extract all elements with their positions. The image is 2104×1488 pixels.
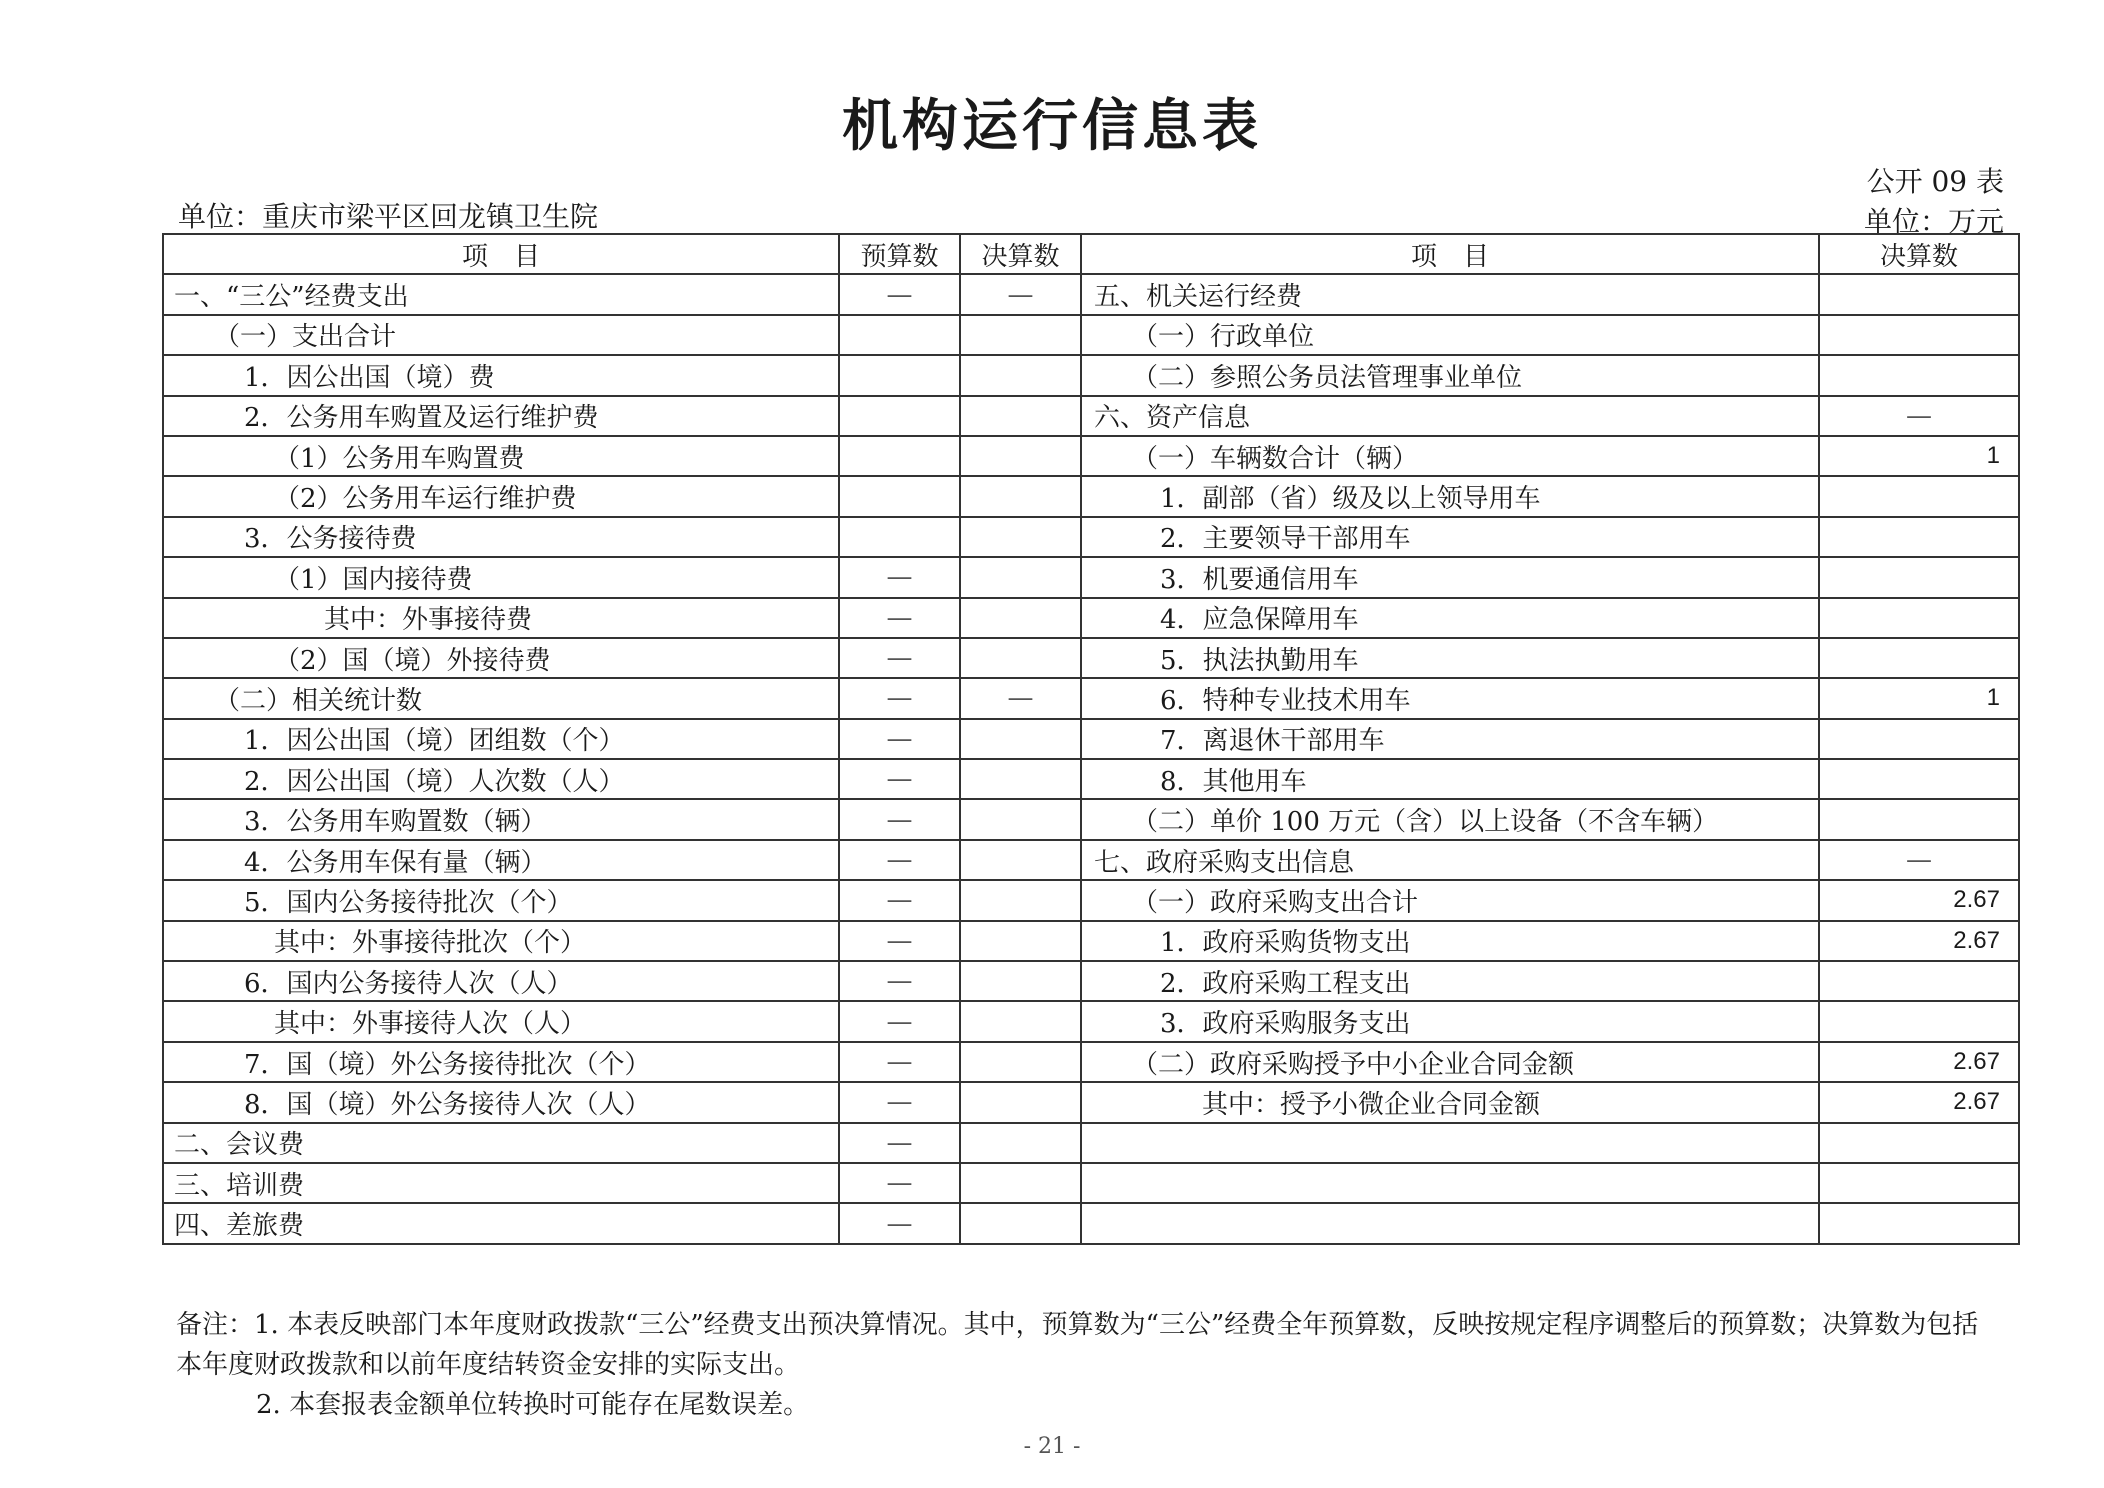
item-right: 8．其他用车 xyxy=(1081,759,1819,799)
header-final: 决算数 xyxy=(960,234,1081,274)
note-2: 2. 本套报表金额单位转换时可能存在尾数误差。 xyxy=(256,1390,810,1420)
item-right: 1．副部（省）级及以上领导用车 xyxy=(1081,476,1819,516)
final-value: — xyxy=(960,274,1081,314)
header-final-right: 决算数 xyxy=(1819,234,2019,274)
final-right-value: 1 xyxy=(1819,436,2019,476)
item-right: 七、政府采购支出信息 xyxy=(1081,840,1819,880)
final-value xyxy=(960,880,1081,920)
budget-value: — xyxy=(839,759,960,799)
budget-value: — xyxy=(839,840,960,880)
item-right: 3．机要通信用车 xyxy=(1081,557,1819,597)
table-row xyxy=(163,436,2019,476)
item-right: 4．应急保障用车 xyxy=(1081,598,1819,638)
item-right: 6．特种专业技术用车 xyxy=(1081,678,1819,718)
budget-value: — xyxy=(839,274,960,314)
final-right-value xyxy=(1819,961,2019,1001)
item-right: （二）单价 100 万元（含）以上设备（不含车辆） xyxy=(1081,799,1819,839)
item-left: 4．公务用车保有量（辆） xyxy=(163,840,839,880)
final-right-value xyxy=(1819,274,2019,314)
table-row xyxy=(163,274,2019,314)
final-value xyxy=(960,719,1081,759)
final-right-value xyxy=(1819,1001,2019,1041)
final-value xyxy=(960,759,1081,799)
item-right: 2．主要领导干部用车 xyxy=(1081,517,1819,557)
final-right-value xyxy=(1819,476,2019,516)
final-value xyxy=(960,1163,1081,1203)
table-row xyxy=(163,1001,2019,1041)
table-row xyxy=(163,1042,2019,1082)
item-left: 3．公务接待费 xyxy=(163,517,839,557)
item-right: （二）参照公务员法管理事业单位 xyxy=(1081,355,1819,395)
item-left: 8．国（境）外公务接待人次（人） xyxy=(163,1082,839,1122)
item-left: 7．国（境）外公务接待批次（个） xyxy=(163,1042,839,1082)
item-left: 5．国内公务接待批次（个） xyxy=(163,880,839,920)
item-right: 1．政府采购货物支出 xyxy=(1081,921,1819,961)
item-left: 其中：外事接待人次（人） xyxy=(163,1001,839,1041)
unit-currency: 单位：万元 xyxy=(1863,205,2004,238)
header-item: 项 目 xyxy=(163,234,839,274)
item-left: 1．因公出国（境）团组数（个） xyxy=(163,719,839,759)
table-row xyxy=(163,355,2019,395)
final-value xyxy=(960,598,1081,638)
note-1: 备注：1. 本表反映部门本年度财政拨款“三公”经费支出预决算情况。其中，预算数为“三公”经费全年预算数，反映按规定程序调整后的预算数；决算数为包括本年度财政拨款和以前年度结转资金安排的实际支出。 xyxy=(176,1310,1979,1380)
item-right: 7．离退休干部用车 xyxy=(1081,719,1819,759)
table-row xyxy=(163,1082,2019,1122)
table-row xyxy=(163,1203,2019,1243)
budget-value: — xyxy=(839,799,960,839)
final-right-value xyxy=(1819,557,2019,597)
budget-value xyxy=(839,517,960,557)
table-row xyxy=(163,638,2019,678)
final-value xyxy=(960,557,1081,597)
table-row xyxy=(163,921,2019,961)
final-right-value xyxy=(1819,355,2019,395)
final-right-value xyxy=(1819,1203,2019,1243)
item-left: 其中：外事接待批次（个） xyxy=(163,921,839,961)
table-row xyxy=(163,557,2019,597)
table-row xyxy=(163,880,2019,920)
table-row xyxy=(163,476,2019,516)
table-row xyxy=(163,840,2019,880)
item-left: （二）相关统计数 xyxy=(163,678,839,718)
final-right-value xyxy=(1819,759,2019,799)
table-row xyxy=(163,961,2019,1001)
item-right: 六、资产信息 xyxy=(1081,396,1819,436)
budget-value xyxy=(839,355,960,395)
item-right xyxy=(1081,1123,1819,1163)
item-right: 3．政府采购服务支出 xyxy=(1081,1001,1819,1041)
final-right-value: 2.67 xyxy=(1819,880,2019,920)
final-value xyxy=(960,315,1081,355)
item-right: 五、机关运行经费 xyxy=(1081,274,1819,314)
unit-organization: 单位：重庆市梁平区回龙镇卫生院 xyxy=(178,200,599,233)
budget-value: — xyxy=(839,1163,960,1203)
item-left: 2．公务用车购置及运行维护费 xyxy=(163,396,839,436)
item-left: 三、培训费 xyxy=(163,1163,839,1203)
final-value xyxy=(960,638,1081,678)
table-row xyxy=(163,315,2019,355)
table-row xyxy=(163,799,2019,839)
item-left: （1）国内接待费 xyxy=(163,557,839,597)
final-right-value xyxy=(1819,799,2019,839)
item-left: 1．因公出国（境）费 xyxy=(163,355,839,395)
final-value xyxy=(960,517,1081,557)
final-right-value xyxy=(1819,719,2019,759)
item-right: （一）车辆数合计（辆） xyxy=(1081,436,1819,476)
table-row xyxy=(163,1163,2019,1203)
budget-value: — xyxy=(839,557,960,597)
form-code: 公开 09 表 xyxy=(1866,165,2004,198)
table-row xyxy=(163,517,2019,557)
final-right-value: 2.67 xyxy=(1819,921,2019,961)
budget-value: — xyxy=(839,1203,960,1243)
table-row xyxy=(163,396,2019,436)
table-row xyxy=(163,678,2019,718)
final-right-value: — xyxy=(1819,840,2019,880)
budget-value: — xyxy=(839,961,960,1001)
final-right-value xyxy=(1819,1123,2019,1163)
final-value xyxy=(960,1042,1081,1082)
header-item-right: 项 目 xyxy=(1081,234,1819,274)
budget-value xyxy=(839,476,960,516)
final-right-value xyxy=(1819,315,2019,355)
item-left: 四、差旅费 xyxy=(163,1203,839,1243)
item-right: （二）政府采购授予中小企业合同金额 xyxy=(1081,1042,1819,1082)
budget-value xyxy=(839,396,960,436)
budget-value: — xyxy=(839,678,960,718)
page-title: 机构运行信息表 xyxy=(842,93,1262,159)
item-left: 二、会议费 xyxy=(163,1123,839,1163)
budget-value: — xyxy=(839,921,960,961)
budget-value: — xyxy=(839,1082,960,1122)
item-right: 其中：授予小微企业合同金额 xyxy=(1081,1082,1819,1122)
final-right-value xyxy=(1819,1163,2019,1203)
final-value xyxy=(960,1203,1081,1243)
table-row xyxy=(163,759,2019,799)
item-left: 其中：外事接待费 xyxy=(163,598,839,638)
final-right-value: — xyxy=(1819,396,2019,436)
table-header-row xyxy=(163,234,2019,274)
final-right-value xyxy=(1819,517,2019,557)
item-right: （一）政府采购支出合计 xyxy=(1081,880,1819,920)
item-left: （2）公务用车运行维护费 xyxy=(163,476,839,516)
budget-value: — xyxy=(839,880,960,920)
table-row xyxy=(163,598,2019,638)
item-left: （2）国（境）外接待费 xyxy=(163,638,839,678)
final-value: — xyxy=(960,678,1081,718)
final-right-value xyxy=(1819,598,2019,638)
final-value xyxy=(960,436,1081,476)
final-value xyxy=(960,355,1081,395)
item-left: （一）支出合计 xyxy=(163,315,839,355)
final-value xyxy=(960,476,1081,516)
item-right xyxy=(1081,1163,1819,1203)
page-number: - 21 - xyxy=(1023,1434,1081,1459)
final-right-value xyxy=(1819,638,2019,678)
table-row xyxy=(163,1123,2019,1163)
budget-value: — xyxy=(839,598,960,638)
item-right xyxy=(1081,1203,1819,1243)
final-value xyxy=(960,961,1081,1001)
budget-value: — xyxy=(839,1123,960,1163)
budget-value: — xyxy=(839,719,960,759)
final-value xyxy=(960,921,1081,961)
table-row xyxy=(163,719,2019,759)
final-right-value: 1 xyxy=(1819,678,2019,718)
budget-value: — xyxy=(839,638,960,678)
budget-value xyxy=(839,315,960,355)
final-value xyxy=(960,1082,1081,1122)
final-value xyxy=(960,799,1081,839)
item-right: 2．政府采购工程支出 xyxy=(1081,961,1819,1001)
item-left: 一、“三公”经费支出 xyxy=(163,274,839,314)
final-right-value: 2.67 xyxy=(1819,1042,2019,1082)
info-table xyxy=(162,233,2020,1245)
notes xyxy=(176,1305,1996,1425)
budget-value: — xyxy=(839,1042,960,1082)
final-value xyxy=(960,1123,1081,1163)
budget-value: — xyxy=(839,1001,960,1041)
final-right-value: 2.67 xyxy=(1819,1082,2019,1122)
budget-value xyxy=(839,436,960,476)
item-left: （1）公务用车购置费 xyxy=(163,436,839,476)
header-budget: 预算数 xyxy=(839,234,960,274)
item-left: 3．公务用车购置数（辆） xyxy=(163,799,839,839)
final-value xyxy=(960,396,1081,436)
item-left: 2．因公出国（境）人次数（人） xyxy=(163,759,839,799)
item-right: 5．执法执勤用车 xyxy=(1081,638,1819,678)
item-right: （一）行政单位 xyxy=(1081,315,1819,355)
final-value xyxy=(960,1001,1081,1041)
item-left: 6．国内公务接待人次（人） xyxy=(163,961,839,1001)
final-value xyxy=(960,840,1081,880)
